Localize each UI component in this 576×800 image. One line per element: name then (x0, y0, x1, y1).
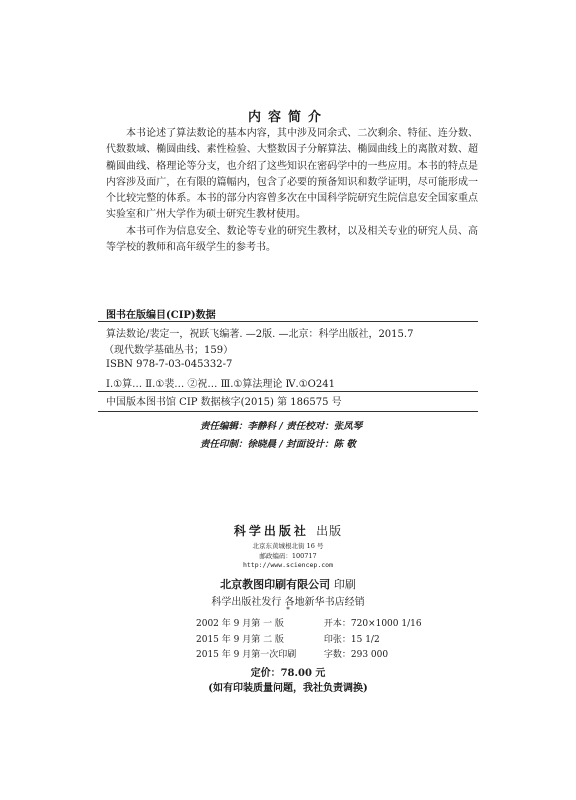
edition-date: 2002 年 9 月第 一 版 (196, 619, 284, 629)
cip-line-1: 算法数论/裴定一，祝跃飞编著. —2版. —北京：科学出版社，2015.7 (106, 329, 414, 340)
edition-date: 2015 年 9 月第 二 版 (196, 635, 284, 645)
publisher-postcode: 邮政编码：100717 (259, 552, 317, 560)
edition-date: 2015 年 9 月第一次印刷 (196, 650, 297, 660)
intro-summary (106, 126, 478, 256)
edition-row-2 (196, 632, 380, 645)
cip-rule-mid (98, 391, 478, 392)
publisher-address: 北京东黄城根北街 16 号 (252, 542, 324, 550)
quality-notice: (如有印装质量问题，我社负责调换) (208, 683, 368, 694)
price: 定价：78.00 元 (250, 668, 326, 679)
intro-paragraph-2: 本书可作为信息安全、数论等专业的研究生教材，以及相关专业的研究人员、高等学校的教师和高年级学生的参考书。 (106, 225, 478, 254)
edition-row-1 (196, 616, 422, 629)
printer-line (0, 576, 576, 592)
edition-row-3 (196, 647, 388, 660)
publisher-line (0, 522, 576, 539)
credits-line-2: 责任印制：徐晓晨 / 封面设计：陈 敬 (200, 439, 356, 450)
publisher-name: 科学出版社 (233, 524, 309, 538)
intro-paragraph-1: 本书论述了算法数论的基本内容，其中涉及同余式、二次剩余、特征、连分数、代数数域、椭圆曲线、素性检验、大整数因子分解算法、椭圆曲线上的离散对数、超椭圆曲线、格理论等分支，也介绍了这些知识在密码学中的一些应用。本书的特点是内容涉及面广，在有限的篇幅内，包含了必要的预备知识和数学证明，尽可能形成一个比较完整的体系。本书的部分内容曾多次在中国科学院研究生院信息安全国家重点实验室和广州大学作为硕士研究生教材使用。 (106, 128, 478, 221)
printer-name: 北京教图印刷有限公司 (220, 578, 331, 591)
cip-header: 图书在版编目(CIP)数据 (106, 310, 216, 321)
cip-line-3: ISBN 978-7-03-045332-7 (106, 359, 233, 370)
edition-spec: 印张：15 1/2 (323, 635, 380, 645)
cip-line-2: （现代数学基础丛书；159） (104, 345, 234, 356)
distribution-line: 科学出版社发行 各地新华书店经销 (211, 597, 365, 608)
cip-rule-bottom (98, 411, 478, 412)
intro-title: 内容简介 (247, 110, 328, 125)
publisher-url: http://www.sciencep.com (242, 561, 333, 569)
separator-star: * (286, 606, 290, 614)
credits-line-1: 责任编辑：李静科 / 责任校对：张凤琴 (200, 421, 363, 432)
edition-spec: 开本：720×1000 1/16 (323, 619, 422, 629)
cip-line-4: Ⅰ.①算… Ⅱ.①裴… ②祝… Ⅲ.①算法理论 Ⅳ.①O241 (106, 379, 335, 390)
cip-line-5: 中国版本图书馆 CIP 数据核字(2015) 第 186575 号 (106, 397, 342, 408)
printer-suffix: 印刷 (333, 578, 356, 591)
edition-spec: 字数：293 000 (323, 650, 389, 660)
publisher-suffix: 出版 (316, 524, 343, 538)
cip-rule-top (98, 321, 478, 322)
